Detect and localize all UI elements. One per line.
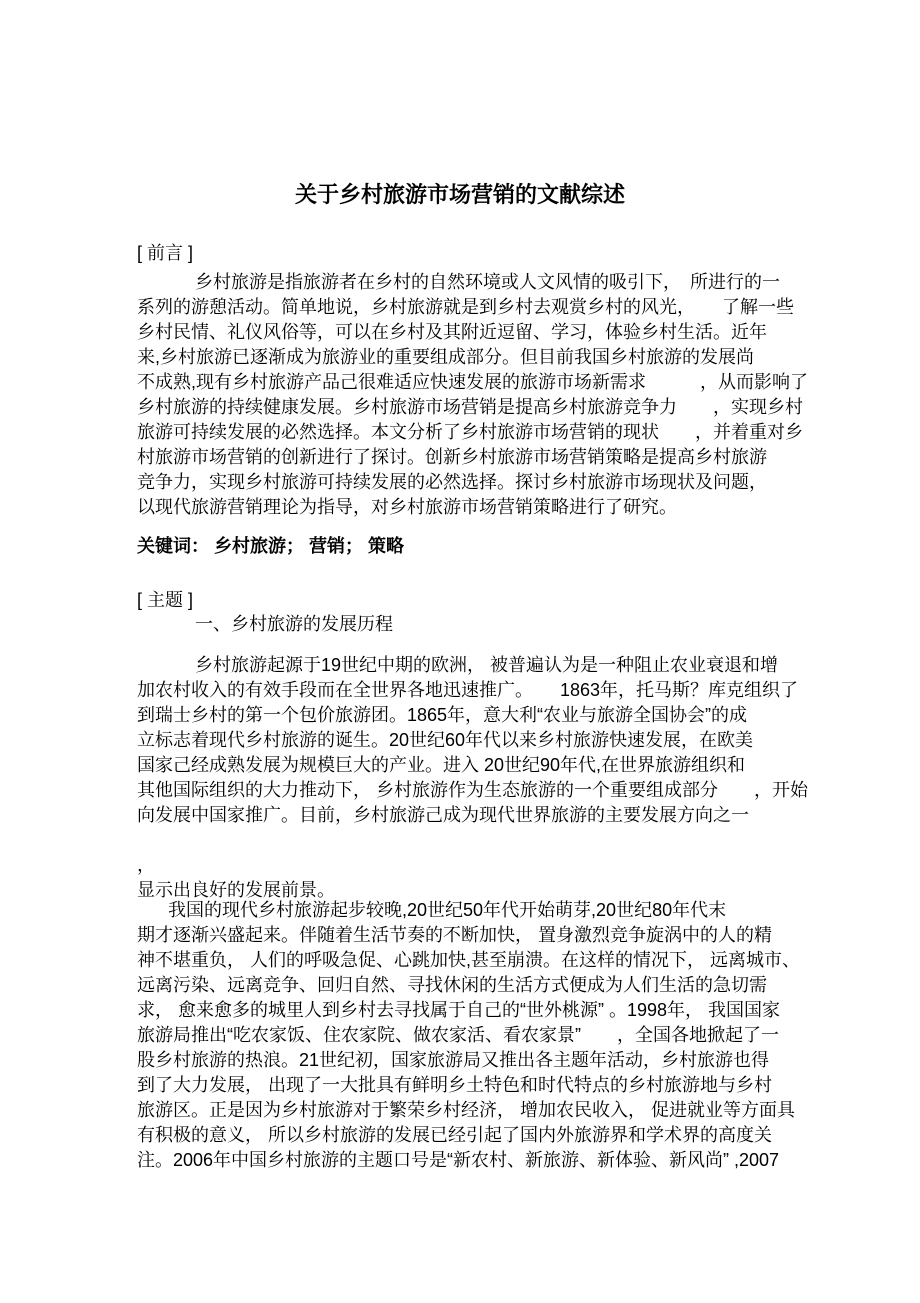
preface-label: [ 前言 ] — [137, 243, 194, 263]
history-paragraph-1 — [137, 653, 837, 903]
text-line: 旅游可持续发展的必然选择。本文分析了乡村旅游市场营销的现状 ，并着重对乡 — [137, 422, 803, 442]
text-line: 到瑞士乡村的第一个包价旅游团。1865年，意大利“农业与旅游全国协会”的成 — [137, 705, 748, 725]
section-heading-development-history: 一、乡村旅游的发展历程 — [195, 614, 393, 634]
text-line: 旅游区。正是因为乡村旅游对于繁荣乡村经济， 增加农民收入， 促进就业等方面具 — [137, 1100, 795, 1120]
text-line: 有积极的意义， 所以乡村旅游的发展已经引起了国内外旅游界和学术界的高度关 — [137, 1125, 772, 1145]
text-line: 显示出良好的发展前景。 — [137, 880, 335, 900]
text-line: 加农村收入的有效手段而在全世界各地迅速推广。 1863年，托马斯？库克组织了 — [137, 680, 799, 700]
text-line: 竞争力，实现乡村旅游可持续发展的必然选择。探讨乡村旅游市场现状及问题， — [137, 472, 767, 492]
text-line: 求， 愈来愈多的城里人到乡村去寻找属于自己的“世外桃源” 。1998年， 我国国家 — [137, 1000, 781, 1020]
page-title: 关于乡村旅游市场营销的文献综述 — [294, 182, 625, 207]
text-line: 旅游局推出“吃农家饭、住农家院、做农家活、看农家景” ，全国各地掀起了一 — [137, 1025, 779, 1045]
text-line: 系列的游憩活动。简单地说，乡村旅游就是到乡村去观赏乡村的风光， 了解一些 — [137, 297, 794, 317]
text-line: 来,乡村旅游已逐渐成为旅游业的重要组成部分。但目前我国乡村旅游的发展尚 — [137, 347, 754, 367]
text-line: 神不堪重负， 人们的呼吸急促、心跳加快,甚至崩溃。在这样的情况下， 远离城市、 — [137, 950, 800, 970]
text-line: 到了大力发展， 出现了一大批具有鲜明乡土特色和时代特点的乡村旅游地与乡村 — [137, 1075, 772, 1095]
text-line: 远离污染、远离竞争、回归自然、寻找休闲的生活方式便成为人们生活的急切需 — [137, 975, 767, 995]
text-line: 村旅游市场营销的创新进行了探讨。创新乡村旅游市场营销策略是提高乡村旅游 — [137, 447, 767, 467]
text-line: 我国的现代乡村旅游起步较晚,20世纪50年代开始萌芽,20世纪80年代末 — [168, 900, 727, 920]
text-line: 乡村旅游的持续健康发展。乡村旅游市场营销是提高乡村旅游竞争力 ，实现乡村 — [137, 397, 803, 417]
preface-paragraph — [137, 270, 837, 520]
text-line: 期才逐渐兴盛起来。伴随着生活节奏的不断加快， 置身激烈竞争旋涡中的人的精 — [137, 925, 772, 945]
text-line: ， — [137, 855, 155, 875]
text-line: 其他国际组织的大力推动下， 乡村旅游作为生态旅游的一个重要组成部分 ，开始 — [137, 780, 808, 800]
keywords-line: 关键词： 乡村旅游； 营销； 策略 — [137, 536, 405, 556]
text-line: 乡村旅游起源于19世纪中期的欧洲， 被普遍认为是一种阻止农业衰退和增 — [195, 655, 779, 675]
topic-label: [ 主题 ] — [137, 590, 194, 610]
text-line: 国家己经成熟发展为规模巨大的产业。进入 20世纪90年代,在世界旅游组织和 — [137, 755, 746, 775]
text-line: 乡村民情、礼仪风俗等，可以在乡村及其附近逗留、学习，体验乡村生活。近年 — [137, 322, 767, 342]
history-paragraph-2 — [137, 898, 837, 1173]
text-line: 注。2006年中国乡村旅游的主题口号是“新农村、新旅游、新体验、新风尚” ,2007 — [137, 1150, 780, 1170]
text-line — [137, 828, 837, 853]
text-line: 立标志着现代乡村旅游的诞生。20世纪60年代以来乡村旅游快速发展，在欧美 — [137, 730, 754, 750]
text-line: 不成熟,现有乡村旅游产品己很难适应快速发展的旅游市场新需求 ，从而影响了 — [137, 372, 808, 392]
text-line: 股乡村旅游的热浪。21世纪初，国家旅游局又推出各主题年活动，乡村旅游也得 — [137, 1050, 770, 1070]
text-line: 乡村旅游是指旅游者在乡村的自然环境或人文风情的吸引下， 所进行的一 — [195, 272, 780, 292]
text-line: 向发展中国家推广。目前，乡村旅游己成为现代世界旅游的主要发展方向之一 — [137, 805, 749, 825]
text-line: 以现代旅游营销理论为指导，对乡村旅游市场营销策略进行了研究。 — [137, 497, 677, 517]
